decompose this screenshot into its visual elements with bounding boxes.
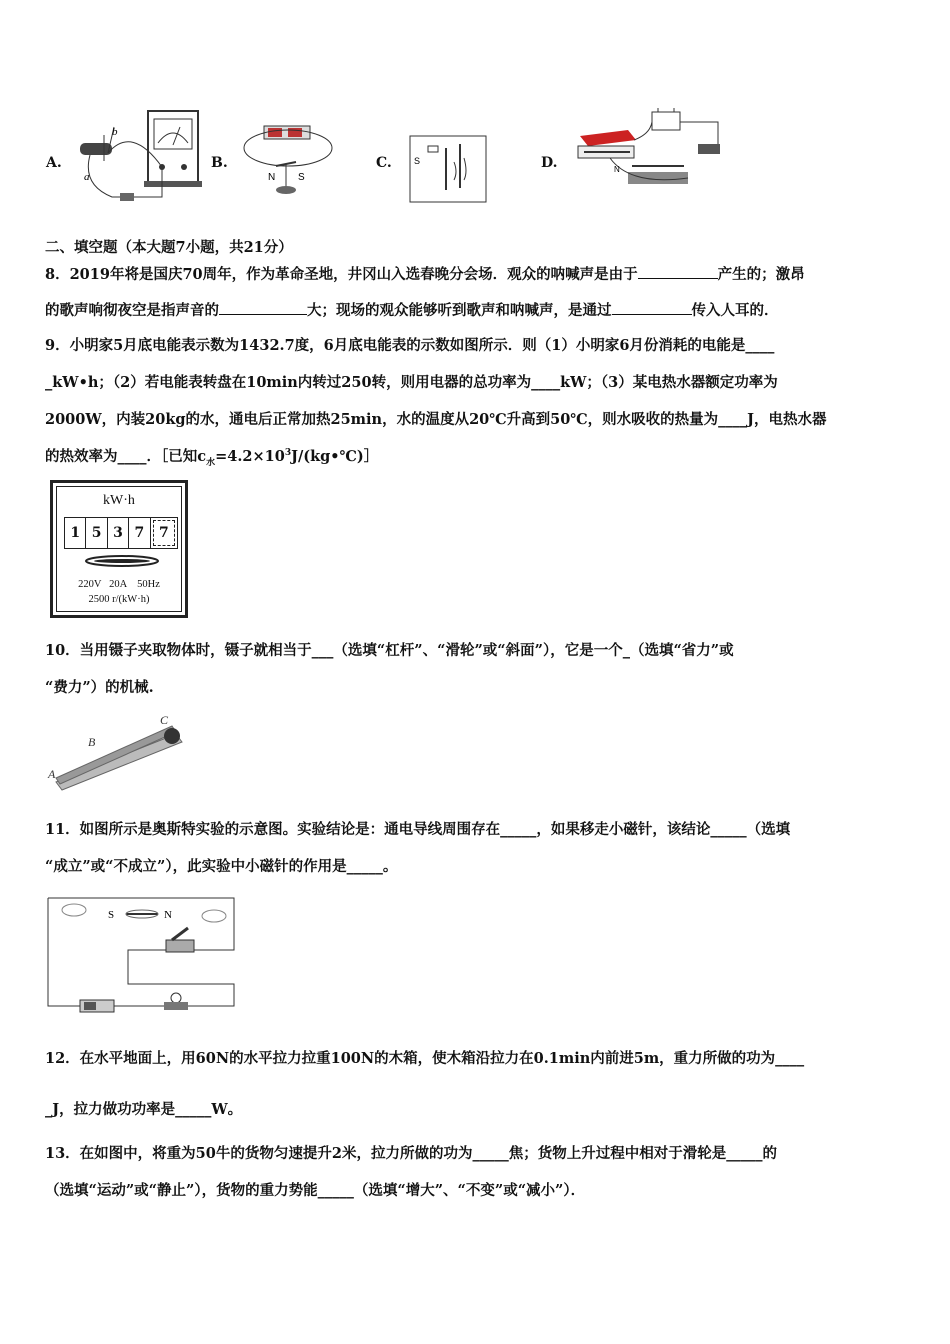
q11-line-2: “成立”或“不成立”），此实验中小磁针的作用是_____。 [45, 858, 398, 875]
section-title: 二、填空题（本大题7小题，共21分） [45, 239, 293, 256]
meter-rate: 2500 r/(kW·h) [88, 594, 150, 605]
q8-text-1a: 8．2019年将是国庆70周年，作为革命圣地，井冈山入选春晚分会场．观众的呐喊声是由于 [45, 266, 638, 283]
q9-text-4a: 的热效率为____．［已知c [45, 448, 207, 465]
q8-text-1b: 产生的；激昂 [717, 266, 805, 283]
q10-line-2: “费力”）的机械. [45, 679, 154, 696]
figure-b-label-n: N [268, 172, 276, 183]
meter-digit: 1 [65, 518, 86, 548]
tweezers-label-b: B [88, 735, 96, 749]
q11-line-1: 11．如图所示是奥斯特实验的示意图。实验结论是：通电导线周围存在_____，如果移走小磁针，该结论_____（选填 [45, 821, 791, 838]
q8-line-2 [45, 299, 779, 320]
tweezers-figure [46, 712, 186, 792]
tweezers-label-a: A [48, 767, 56, 781]
meter-spec: 220V 20A 50Hz [78, 579, 160, 590]
meter-digit: 7 [129, 518, 150, 548]
q8-line-1 [45, 263, 805, 284]
electric-meter [50, 480, 188, 618]
q8-text-2a: 的歌声响彻夜空是指声音的 [45, 302, 219, 319]
figure-a-galvanometer [72, 105, 207, 210]
figure-a-label-b: b [112, 126, 118, 138]
q9-line-1: 9．小明家5月底电能表示数为1432.7度，6月底电能表的示数如图所示．则（1）小明家6月份消耗的电能是____ [45, 337, 775, 354]
q13-line-1: 13．在如图中，将重为50牛的货物匀速提升2米，拉力所做的功为_____焦；货物上升过程中相对于滑轮是_____的 [45, 1145, 777, 1162]
option-a-label: A. [46, 155, 62, 171]
q8-blank-3[interactable] [612, 300, 692, 315]
figure-d-label-n: N [614, 165, 620, 174]
q8-text-2c: 传入人耳的． [691, 302, 779, 319]
q9-sup-3: 3 [284, 448, 292, 459]
q8-blank-2[interactable] [219, 300, 307, 315]
figure-c-label-s: S [414, 156, 421, 166]
meter-digit: 5 [86, 518, 107, 548]
q8-text-2b: 大；现场的观众能够听到歌声和呐喊声，是通过 [307, 302, 612, 319]
q13-line-2: （选填“运动”或“静止”），货物的重力势能_____（选填“增大”、“不变”或“减小”）． [45, 1182, 586, 1199]
meter-unit: kW·h [103, 493, 135, 508]
figure-b-compass [240, 118, 335, 206]
q9-line-3: 2000W，内装20kg的水，通电后正常加热25min，水的温度从20℃升高到50℃，则水吸收的热量为____J，电热水器 [45, 411, 827, 428]
q12-line-2: _J，拉力做功功率是_____W。 [45, 1101, 243, 1118]
figure-c-circuit [406, 128, 491, 206]
meter-digits [64, 517, 178, 549]
figure-d-motor [570, 100, 730, 208]
q9-text-4b: =4.2×10 [215, 448, 285, 465]
q10-line-1: 10．当用镊子夹取物体时，镊子就相当于___（选填“杠杆”、“滑轮”或“斜面”），它是一个_（选填“省力”或 [45, 642, 734, 659]
figure-b-label-s: S [298, 172, 305, 183]
oersted-label-s: S [108, 909, 115, 921]
option-b-label: B. [211, 155, 228, 171]
oersted-label-n: N [164, 909, 172, 921]
meter-digit-decimal: 7 [153, 520, 175, 546]
oersted-circuit-figure [46, 888, 238, 1016]
q9-line-2: _kW•h；（2）若电能表转盘在10min内转过250转，则用电器的总功率为____kW；（3）某电热水器额定功率为 [45, 374, 778, 391]
option-d-label: D. [541, 155, 558, 171]
meter-digit: 3 [108, 518, 129, 548]
q9-text-4c: J/(kg•℃)］ [291, 448, 379, 465]
figure-a-label-a: a [84, 171, 90, 183]
q9-line-4 [45, 445, 378, 468]
meter-disc-icon [83, 553, 161, 569]
tweezers-label-c: C [160, 713, 169, 727]
q9-sub-water: 水 [206, 457, 216, 468]
q12-line-1: 12．在水平地面上，用60N的水平拉力拉重100N的木箱，使木箱沿拉力在0.1min内前进5m，重力所做的功为____ [45, 1050, 805, 1067]
q8-blank-1[interactable] [638, 264, 718, 279]
option-c-label: C. [376, 155, 392, 171]
